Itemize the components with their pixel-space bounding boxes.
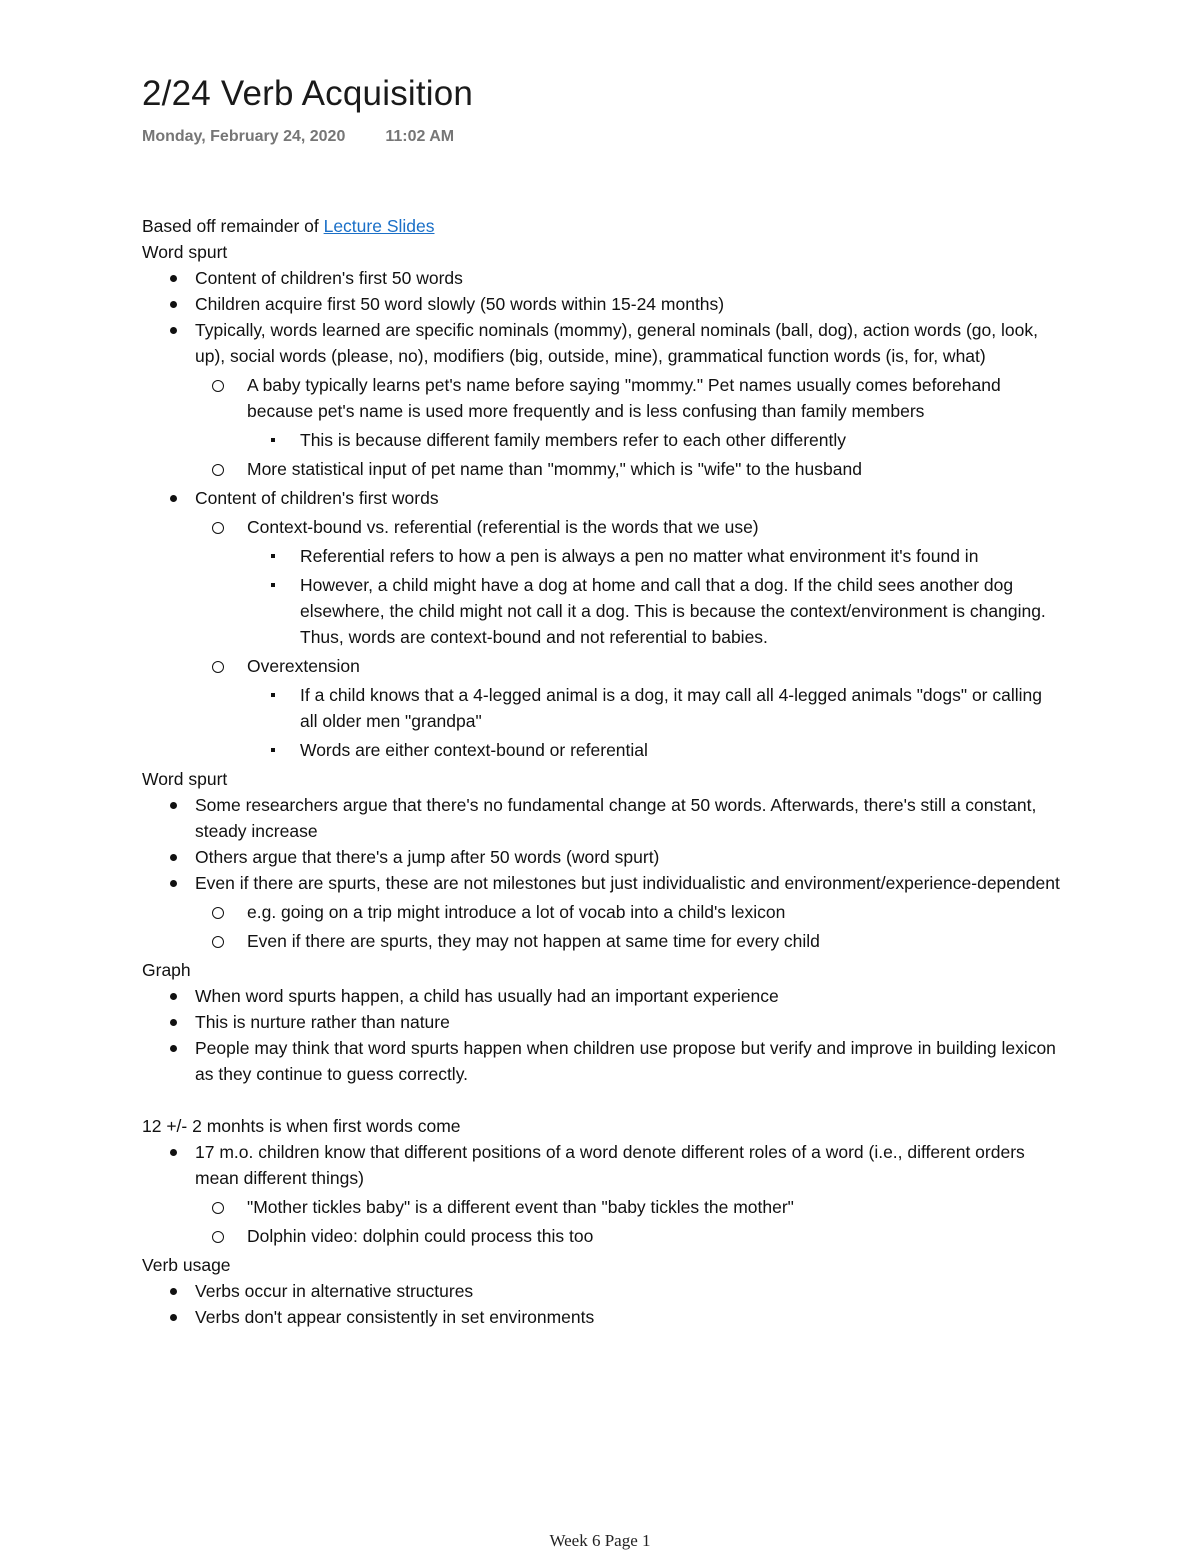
list-item xyxy=(142,792,1062,844)
intro-text: Based off remainder of xyxy=(142,216,324,236)
list-item xyxy=(195,928,1062,954)
list-item-text: Words are either context-bound or referential xyxy=(300,740,648,760)
list-item-text: Verbs occur in alternative structures xyxy=(195,1281,474,1301)
bullet-list xyxy=(142,792,1062,954)
bullet-list xyxy=(142,1139,1062,1249)
list-item xyxy=(247,737,1062,763)
list-item xyxy=(142,265,1062,291)
list-item-text: Some researchers argue that there's no fundamental change at 50 words. Afterwards, there's still a constant, steady increase xyxy=(195,795,1037,841)
list-item xyxy=(195,1194,1062,1220)
list-item xyxy=(195,653,1062,763)
list-item-text: Others argue that there's a jump after 50 words (word spurt) xyxy=(195,847,660,867)
bullet-list xyxy=(142,983,1062,1087)
section-heading: Word spurt xyxy=(142,242,228,262)
list-item-text: Referential refers to how a pen is always a pen no matter what environment it's found in xyxy=(300,546,979,566)
page-footer: Week 6 Page 1 xyxy=(549,1531,651,1550)
list-item-text: People may think that word spurts happen when children use propose but verify and improve in building lexicon as they continue to guess correctly. xyxy=(195,1038,1056,1084)
list-item xyxy=(142,291,1062,317)
list-item xyxy=(247,543,1062,569)
list-item-text: However, a child might have a dog at home and call that a dog. If the child sees another dog elsewhere, the child might not call it a dog. This is because the context/environment is changing. Thus, words are context-bound and not referential to babies. xyxy=(300,575,1046,647)
list-item xyxy=(142,1009,1062,1035)
blank-line xyxy=(142,1087,1062,1113)
list-item-text: e.g. going on a trip might introduce a lot of vocab into a child's lexicon xyxy=(247,902,786,922)
page-time: 11:02 AM xyxy=(385,128,455,145)
list-item xyxy=(195,514,1062,650)
list-item-text: Overextension xyxy=(247,656,360,676)
list-item-text: Dolphin video: dolphin could process this too xyxy=(247,1226,594,1246)
list-item-text: Content of children's first 50 words xyxy=(195,268,463,288)
page-date: Monday, February 24, 2020 xyxy=(142,128,346,145)
list-item-text: Even if there are spurts, these are not milestones but just individualistic and environment/experience-dependent xyxy=(195,873,1060,893)
list-item xyxy=(247,427,1062,453)
list-item-text: "Mother tickles baby" is a different event than "baby tickles the mother" xyxy=(247,1197,794,1217)
sub-sub-bullet-list xyxy=(247,543,1062,650)
sub-bullet-list xyxy=(195,1194,1062,1249)
list-item xyxy=(142,1278,1062,1304)
sub-sub-bullet-list xyxy=(247,682,1062,763)
list-item-text: Children acquire first 50 word slowly (50 words within 15-24 months) xyxy=(195,294,725,314)
list-item xyxy=(195,1223,1062,1249)
list-item xyxy=(195,372,1062,453)
list-item-text: When word spurts happen, a child has usually had an important experience xyxy=(195,986,779,1006)
list-item-text: This is because different family members refer to each other differently xyxy=(300,430,846,450)
list-item xyxy=(195,899,1062,925)
list-item xyxy=(142,485,1062,763)
sub-bullet-list xyxy=(195,372,1062,482)
list-item xyxy=(142,870,1062,954)
list-item-text: Even if there are spurts, they may not happen at same time for every child xyxy=(247,931,820,951)
note-body xyxy=(142,213,1062,1330)
section-heading: Graph xyxy=(142,960,191,980)
list-item xyxy=(247,682,1062,734)
list-item xyxy=(142,983,1062,1009)
bullet-list xyxy=(142,265,1062,763)
list-item-text: This is nurture rather than nature xyxy=(195,1012,450,1032)
section-heading: Verb usage xyxy=(142,1255,231,1275)
list-item-text: Typically, words learned are specific nominals (mommy), general nominals (ball, dog), action words (go, look, up), social words (please, no), modifiers (big, outside, mine), grammatical function words (is, for, what) xyxy=(195,320,1038,366)
sub-sub-bullet-list xyxy=(247,427,1062,453)
list-item-text: Content of children's first words xyxy=(195,488,439,508)
list-item xyxy=(247,572,1062,650)
list-item-text: 17 m.o. children know that different positions of a word denote different roles of a word (i.e., different orders mean different things) xyxy=(195,1142,1025,1188)
page-title: 2/24 Verb Acquisition xyxy=(142,74,474,113)
bullet-list xyxy=(142,1278,1062,1330)
page-metadata xyxy=(142,128,454,146)
list-item-text: Verbs don't appear consistently in set environments xyxy=(195,1307,595,1327)
list-item-text: More statistical input of pet name than "mommy," which is "wife" to the husband xyxy=(247,459,862,479)
sub-bullet-list xyxy=(195,514,1062,763)
list-item xyxy=(142,1139,1062,1249)
section-heading: Word spurt xyxy=(142,769,228,789)
sub-bullet-list xyxy=(195,899,1062,954)
list-item xyxy=(142,317,1062,482)
intro-line xyxy=(142,213,1062,239)
list-item-text: Context-bound vs. referential (referential is the words that we use) xyxy=(247,517,759,537)
list-item xyxy=(142,844,1062,870)
list-item xyxy=(142,1304,1062,1330)
section-heading: 12 +/- 2 monhts is when first words come xyxy=(142,1116,461,1136)
list-item xyxy=(142,1035,1062,1087)
list-item xyxy=(195,456,1062,482)
lecture-slides-link[interactable]: Lecture Slides xyxy=(323,216,435,236)
list-item-text: A baby typically learns pet's name before saying "mommy." Pet names usually comes beforehand because pet's name is used more frequently and is less confusing than family members xyxy=(247,375,1001,421)
list-item-text: If a child knows that a 4-legged animal is a dog, it may call all 4-legged animals "dogs" or calling all older men "grandpa" xyxy=(300,685,1042,731)
